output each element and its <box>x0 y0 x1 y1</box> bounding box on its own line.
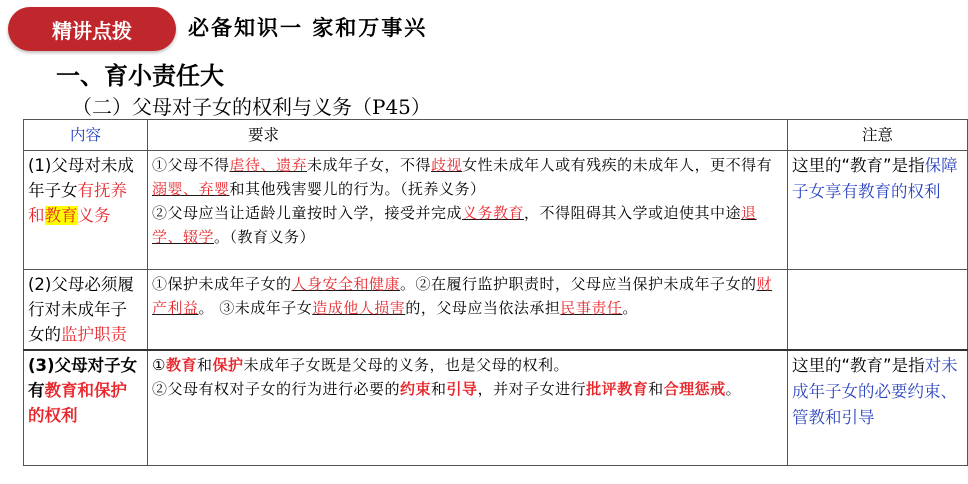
row3-requirement-cell <box>148 350 788 466</box>
rights-obligations-table <box>23 119 968 466</box>
row1-note-text: 这里的“教育”是指 <box>792 156 925 175</box>
header-content: 内容 <box>24 120 148 151</box>
table-header-row <box>24 120 968 151</box>
row1-requirement-cell <box>148 151 788 270</box>
row1-content-cell <box>24 151 148 270</box>
row3-note-key: 对未成年子女的必要约束、管教和引导 <box>792 356 958 427</box>
table-row <box>24 270 968 351</box>
row2-content-cell <box>24 270 148 351</box>
row3-note-text: 这里的“教育”是指 <box>792 356 925 375</box>
heading-level1: 一、育小责任大 <box>56 61 224 90</box>
row2-content-text: (2)父母必须履行对未成年子女的 <box>28 275 134 344</box>
row2-note-cell <box>788 270 968 351</box>
row1-content-key2: 义务 <box>77 206 111 225</box>
row2-requirement-cell: ①保护未成年子女的人身安全和健康。②在履行监护职责时，父母应当保护未成年子女的财产利益。 ③未成年子女造成他人损害的，父母应当依法承担民事责任。 <box>148 270 788 351</box>
row2-content-key: 监护职责 <box>61 325 127 344</box>
row1-content-text: (1)父母对未成年子女 <box>28 156 134 200</box>
row1-requirement-p2: ②父母应当让适龄儿童按时入学，接受并完成义务教育，不得阻碍其入学或迫使其中途退学、辍学。（教育义务） <box>152 204 757 246</box>
row3-requirement-p1: ①教育和保护未成年子女既是父母的义务，也是父母的权利。 <box>152 356 570 374</box>
row3-requirement-p2: ②父母有权对子女的行为进行必要的约束和引导，并对子女进行批评教育和合理惩戒。 <box>152 380 742 398</box>
heading-level2: （二）父母对子女的权利与义务（P45） <box>72 95 431 119</box>
row3-content-key: 教育和保护的权利 <box>28 381 127 425</box>
table-row <box>24 350 968 466</box>
section-title: 必备知识一 家和万事兴 <box>188 15 428 40</box>
section-badge: 精讲点拨 <box>8 7 176 51</box>
row3-content-text: (3)父母对子女有 <box>28 356 138 400</box>
row1-note-cell <box>788 151 968 270</box>
row1-content-key: 有抚养和 <box>28 181 127 225</box>
header-note: 注意 <box>788 120 968 151</box>
row3-note-cell <box>788 350 968 466</box>
row1-note-key: 保障子女享有教育的权利 <box>792 156 958 201</box>
table-row <box>24 151 968 270</box>
row3-content-cell <box>24 350 148 466</box>
row1-requirement-p1: ①父母不得虐待、遗弃未成年子女，不得歧视女性未成年人或有残疾的未成年人，更不得有溺婴、弃婴和其他残害婴儿的行为。（抚养义务） <box>152 156 773 198</box>
header-requirement: 要求 <box>148 120 788 151</box>
row1-content-highlight: 教育 <box>44 206 78 225</box>
